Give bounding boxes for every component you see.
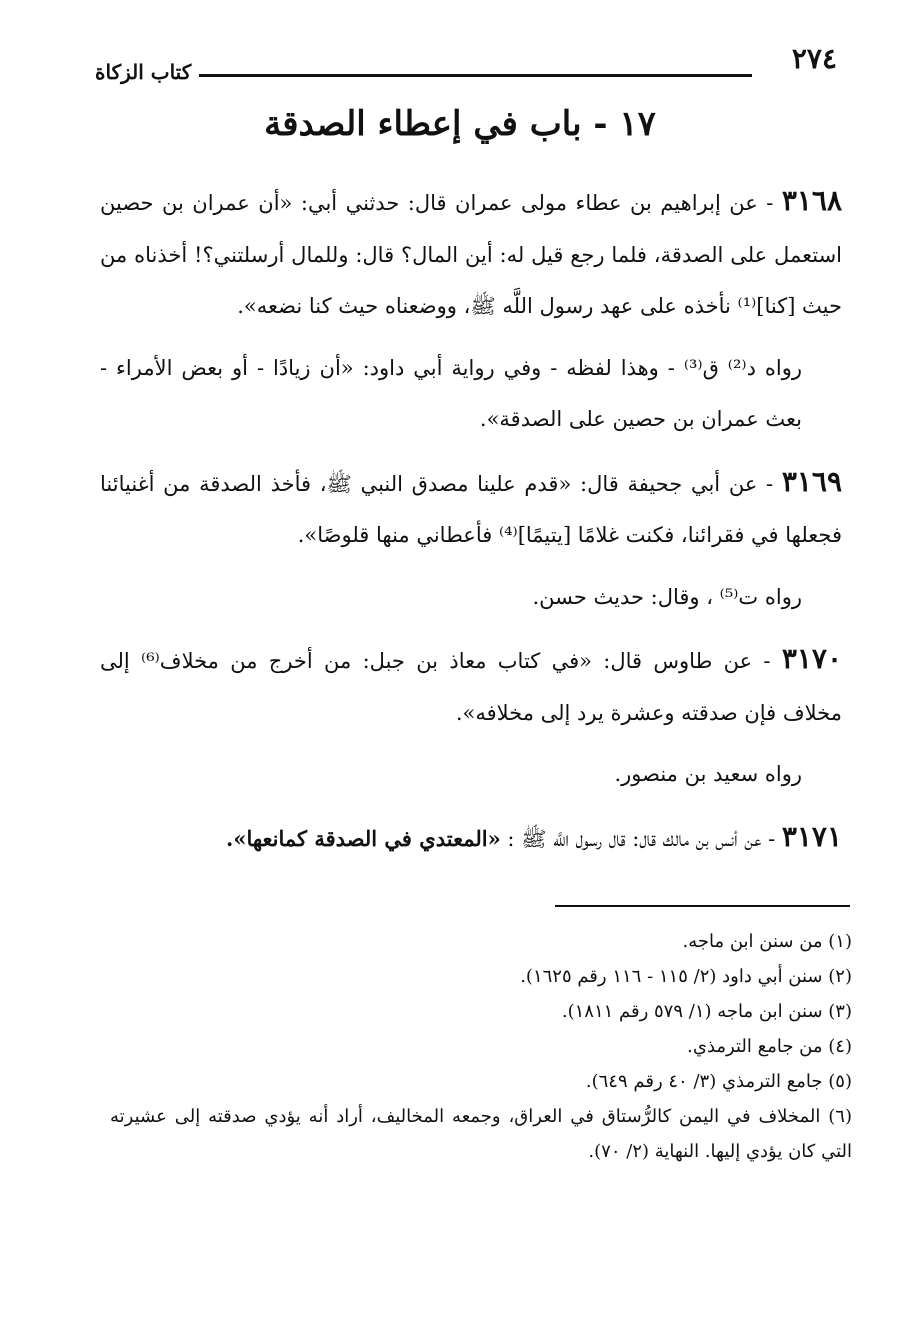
hadith-3170 bbox=[100, 633, 842, 739]
hadith-source: رواه ت⁽⁵⁾ ، وقال: حديث حسن. bbox=[532, 584, 802, 609]
hadith-3168 bbox=[100, 175, 842, 333]
footnote-marker: (٢) bbox=[828, 966, 852, 987]
hadith-number: ٣١٧٠ bbox=[781, 642, 842, 675]
footnote-1 bbox=[110, 924, 852, 959]
footnote-text: المخلاف في اليمن كالرُّستاق في العراق، وجمعه المخاليف، أراد أنه يؤدي صدقته إلى عشيرته التي كان يؤدي إليها. النهاية (٢/ ٧٠). bbox=[110, 1106, 852, 1162]
footnote-marker: (٤) bbox=[828, 1036, 852, 1057]
footnote-marker: (٣) bbox=[828, 1001, 852, 1022]
footnote-text: جامع الترمذي (٣/ ٤٠ رقم ٦٤٩). bbox=[585, 1071, 823, 1092]
hadith-number: ٣١٧١ bbox=[781, 819, 842, 853]
hadith-text: - عن أنس بن مالك قال: قال رسول اللَّه ﷺ : bbox=[500, 826, 782, 851]
hadith-number: ٣١٦٩ bbox=[781, 464, 842, 498]
footnote-2 bbox=[110, 959, 852, 994]
footnote-4 bbox=[110, 1029, 852, 1064]
hadith-source: رواه سعيد بن منصور. bbox=[614, 762, 802, 786]
hadith-text: - عن طاوس قال: «في كتاب معاذ بن جبل: من أخرج من مخلاف⁽⁶⁾ إلى مخلاف فإن صدقته وعشرة يرد إلى مخلافه». bbox=[100, 649, 842, 725]
hadith-text: - عن إبراهيم بن عطاء مولى عمران قال: حدثني أبي: «أن عمران بن حصين استعمل على الصدقة، فلما رجع قيل له: أين المال؟ قال: وللمال أرسلتني؟! أخذناه من حيث [كنا]⁽¹⁾ نأخذه على عهد رسول اللَّه ﷺ، ووضعناه حيث كنا نضعه». bbox=[100, 191, 842, 318]
footnote-separator bbox=[555, 905, 850, 907]
footnote-marker: (١) bbox=[828, 931, 852, 952]
hadith-text: - عن أبي جحيفة قال: «قدم علينا مصدق النبي ﷺ، فأخذ الصدقة من أغنيائنا فجعلها في فقرائنا، فكنت غلامًا [يتيمًا]⁽⁴⁾ فأعطاني منها قلوصًا». bbox=[100, 471, 842, 547]
page-number: ٢٧٤ bbox=[791, 42, 837, 75]
header-rule bbox=[199, 74, 752, 77]
main-text bbox=[100, 175, 842, 875]
footnote-text: من جامع الترمذي. bbox=[687, 1036, 823, 1057]
footnote-3 bbox=[110, 994, 852, 1029]
footnote-text: من سنن ابن ماجه. bbox=[682, 931, 823, 952]
hadith-3169 bbox=[100, 456, 842, 562]
footnote-6 bbox=[110, 1099, 852, 1169]
footnote-marker: (٦) bbox=[828, 1106, 852, 1127]
footnotes bbox=[110, 924, 852, 1169]
footnote-text: سنن أبي داود (٢/ ١١٥ - ١١٦ رقم ١٦٢٥). bbox=[520, 966, 823, 987]
running-title: كتاب الزكاة bbox=[95, 60, 192, 84]
hadith-source: رواه د⁽²⁾ ق⁽³⁾ - وهذا لفظه - وفي رواية أبي داود: «أن زيادًا - أو بعض الأمراء - بعث عمران بن حصين على الصدقة». bbox=[100, 355, 802, 431]
footnote-5 bbox=[110, 1064, 852, 1099]
footnote-text: سنن ابن ماجه (١/ ٥٧٩ رقم ١٨١١). bbox=[561, 1001, 823, 1022]
chapter-heading: ١٧ - باب في إعطاء الصدقة bbox=[264, 104, 656, 144]
footnote-marker: (٥) bbox=[828, 1071, 852, 1092]
hadith-number: ٣١٦٨ bbox=[781, 184, 842, 217]
hadith-3171 bbox=[100, 811, 842, 866]
hadith-quote: «المعتدي في الصدقة كمانعها». bbox=[226, 825, 501, 851]
page-header bbox=[95, 40, 837, 90]
